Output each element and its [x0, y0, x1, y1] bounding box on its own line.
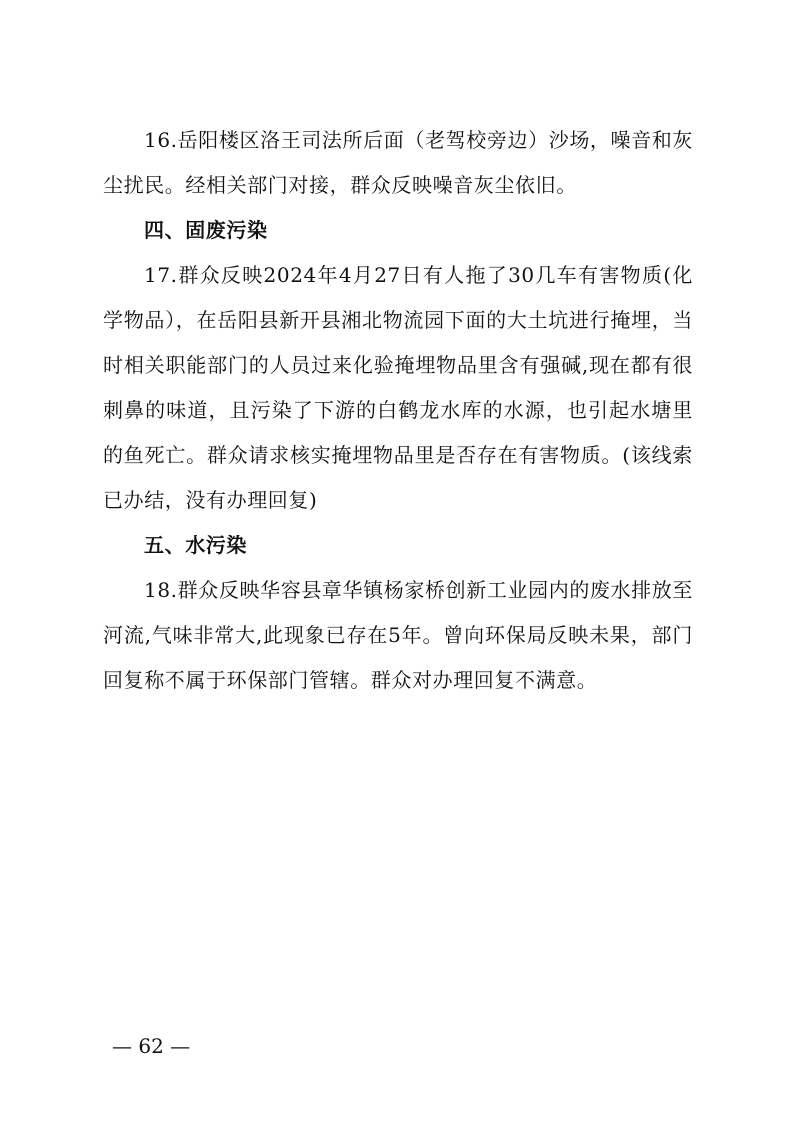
paragraph-item-17: 17.群众反映2024年4月27日有人拖了30几车有害物质(化学物品），在岳阳县新开县湘北物流园下面的大土坑进行掩埋，当时相关职能部门的人员过来化验掩埋物品里含有强碱,现在都有很刺鼻的味道，且污染了下游的白鹤龙水库的水源，也引起水塘里的鱼死亡。群众请求核实掩埋物品里是否存在有害物质。(该线索已办结，没有办理回复) [103, 263, 693, 512]
section-heading-solid-waste: 四、固废污染 [144, 218, 268, 242]
section-heading-water-pollution: 五、水污染 [144, 533, 247, 557]
paragraph-item-16: 16.岳阳楼区洛王司法所后面（老驾校旁边）沙场，噪音和灰尘扰民。经相关部门对接，群众反映噪音灰尘依旧。 [103, 128, 693, 197]
page-number: — 62 — [112, 1034, 191, 1058]
document-body [103, 118, 693, 703]
paragraph-item-18: 18.群众反映华容县章华镇杨家桥创新工业园内的废水排放至河流,气味非常大,此现象已存在5年。曾向环保局反映未果，部门回复称不属于环保部门管辖。群众对办理回复不满意。 [103, 578, 693, 692]
